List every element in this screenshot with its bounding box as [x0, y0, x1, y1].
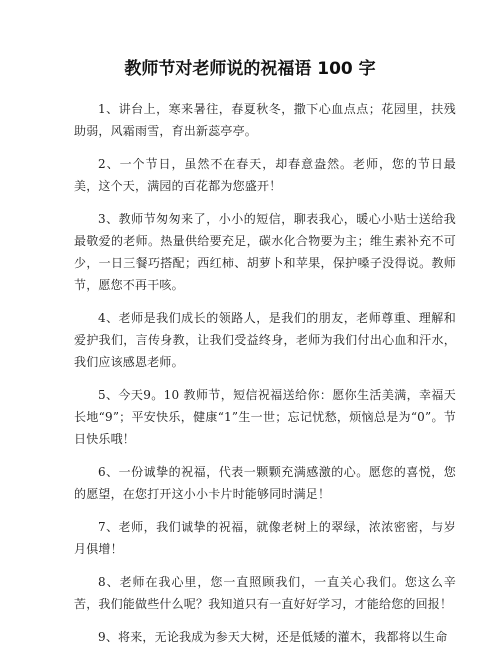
paragraph-7: 7、老师，我们诚挚的祝福，就像老树上的翠绿，浓浓密密，与岁月俱增！	[74, 520, 456, 556]
paragraph-8: 8、老师在我心里，您一直照顾我们，一直关心我们。您这么辛苦，我们能做些什么呢？我知道只有一直好好学习，才能给您的回报！	[74, 575, 456, 611]
paragraph-9: 9、将来，无论我成为参天大树，还是低矮的灌木，我都将以生命	[98, 630, 448, 644]
paragraph-2: 2、一个节日，虽然不在春天，却春意盎然。老师，您的节日最美，这个天，满园的百花都为您盛开！	[74, 157, 456, 193]
paragraph-4: 4、老师是我们成长的领路人，是我们的朋友，老师尊重、理解和爱护我们，言传身教，让我们受益终身，老师为我们付出心血和汗水，我们应该感恩老师。	[74, 311, 456, 369]
paragraph-5: 5、今天9。10 教师节，短信祝福送给你：愿你生活美满，幸福天长地“9”；平安快乐，健康“1”生一世；忘记忧愁，烦恼总是为“0”。节日快乐哦！	[74, 388, 456, 446]
paragraph-1: 1、讲台上，寒来暑往，春夏秋冬，撒下心血点点；花园里，扶残助弱，风霜雨雪，育出新蕊亭亭。	[74, 102, 456, 138]
document-title: 教师节对老师说的祝福语 100 字	[124, 59, 376, 79]
paragraph-6: 6、一份诚挚的祝福，代表一颗颗充满感激的心。愿您的喜悦，您的愿望，在您打开这小小卡片时能够同时满足！	[74, 465, 456, 501]
paragraph-3: 3、教师节匆匆来了，小小的短信，聊表我心，暖心小贴士送给我最敬爱的老师。热量供给要充足，碳水化合物要为主；维生素补充不可少，一日三餐巧搭配；西红柿、胡萝卜和苹果，保护嗓子没得说。教师节，愿您不再干咳。	[74, 212, 456, 292]
